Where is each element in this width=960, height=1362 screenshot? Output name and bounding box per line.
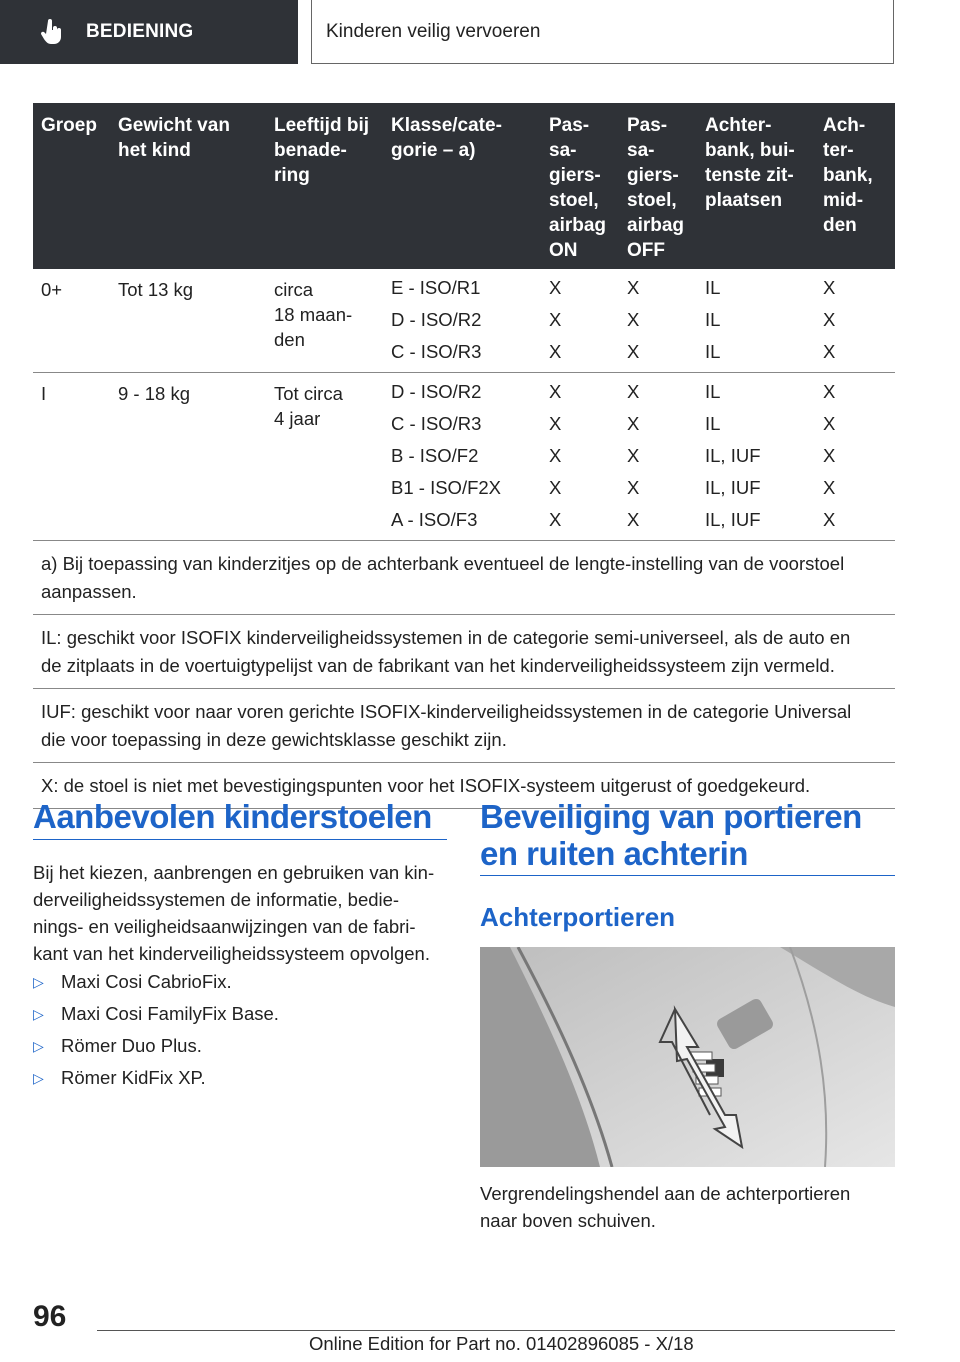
cell-airbag-off: X X X X X — [627, 381, 640, 530]
cell-group: 0+ — [41, 279, 63, 300]
cell-airbag-on: X X X X X — [549, 381, 562, 530]
footer-divider — [97, 1330, 895, 1331]
door-lock-illustration — [480, 947, 895, 1167]
hand-pointer-icon — [40, 19, 64, 45]
section-title-door-security: Beveiliging van portieren en ruiten achterin — [480, 798, 862, 872]
list-item: ▷ Maxi Cosi CabrioFix. — [33, 971, 232, 992]
intro-paragraph: Bij het kiezen, aanbrengen en gebruiken van kin- derveiligheidssystemen de informatie, bedie- nings- en veiligheidsaanwijzingen van de fabri- kant van het kinderveiligheidssysteem opvolgen. — [33, 862, 435, 964]
cell-airbag-off: X X X — [627, 277, 640, 362]
table-header — [33, 103, 895, 269]
header-airbag-on: Pas- sa- giers- stoel, airbag ON — [549, 115, 607, 261]
list-item: ▷ Maxi Cosi FamilyFix Base. — [33, 1003, 279, 1024]
section-title-underline — [480, 875, 895, 876]
header-gewicht: Gewicht van het kind — [118, 115, 230, 161]
footer-edition: Online Edition for Part no. 01402896085 - X/18 — [309, 1333, 694, 1354]
cell-rear-middle: X X X X X — [823, 381, 836, 530]
rear-door-lock-photo — [480, 947, 895, 1167]
child-seat-table — [33, 103, 895, 809]
seat-list — [33, 966, 279, 1094]
chapter-title — [311, 0, 894, 64]
bullet-triangle-icon: ▷ — [33, 973, 44, 990]
table-row — [33, 373, 895, 541]
subsection-title-rear-doors: Achterportieren — [480, 902, 676, 932]
cell-rear-outer: IL IL IL — [705, 277, 721, 362]
section-tab — [0, 0, 298, 64]
page-number: 96 — [33, 1300, 67, 1333]
header-achterbank-midden: Ach- ter- bank, mid- den — [823, 115, 873, 236]
header-groep: Groep — [41, 115, 97, 136]
section-title-underline — [33, 839, 447, 840]
cell-weight: Tot 13 kg — [118, 279, 194, 300]
cell-rear-outer: IL IL IL, IUF IL, IUF IL, IUF — [705, 381, 761, 530]
chapter-label: Kinderen veilig vervoeren — [326, 20, 541, 42]
bullet-triangle-icon: ▷ — [33, 1069, 44, 1086]
table-note: a) Bij toepassing van kinderzitjes op de achterbank eventueel de lengte-instelling van de voorstoel aanpassen. — [33, 541, 895, 615]
photo-caption: Vergrendelingshendel aan de achterportieren naar boven schuiven. — [480, 1183, 851, 1231]
cell-age: circa 18 maan- den — [274, 279, 353, 350]
bullet-triangle-icon: ▷ — [33, 1037, 44, 1054]
cell-group: I — [41, 383, 47, 404]
header-klasse: Klasse/cate- gorie – a) — [391, 115, 502, 161]
list-item: ▷ Römer KidFix XP. — [33, 1067, 206, 1088]
header-airbag-off: Pas- sa- giers- stoel, airbag OFF — [627, 115, 685, 261]
header-achterbank-buiten: Achter- bank, bui- tenste zit- plaatsen — [705, 115, 795, 211]
section-title-recommended-seats: Aanbevolen kinderstoelen — [33, 798, 432, 835]
table-row — [33, 269, 895, 373]
table-note: IL: geschikt voor ISOFIX kinderveiligheidssystemen in de categorie semi-universeel, als de auto en de zitplaats in de voertuigtypelijst van de fabrikant van het kinderveiligheidssysteem zijn vermeld. — [33, 615, 895, 689]
header-leeftijd: Leeftijd bij benade- ring — [274, 115, 369, 186]
list-item: ▷ Römer Duo Plus. — [33, 1035, 202, 1056]
cell-age: Tot circa 4 jaar — [274, 383, 343, 429]
cell-rear-middle: X X X — [823, 277, 836, 362]
table-note: X: de stoel is niet met bevestigingspunten voor het ISOFIX-systeem uitgerust of goedgekeurd. — [33, 763, 895, 809]
section-label: BEDIENING — [86, 21, 194, 42]
cell-weight: 9 - 18 kg — [118, 383, 190, 404]
bullet-triangle-icon: ▷ — [33, 1005, 44, 1022]
cell-classes: D - ISO/R2 C - ISO/R3 B - ISO/F2 B1 - ISO/F2X A - ISO/F3 — [391, 381, 502, 530]
cell-classes: E - ISO/R1 D - ISO/R2 C - ISO/R3 — [391, 277, 482, 362]
table-note: IUF: geschikt voor naar voren gerichte ISOFIX-kinderveiligheidssystemen in de categorie Universal die voor toepassing in deze gewichtsklasse geschikt zijn. — [33, 689, 895, 763]
cell-airbag-on: X X X — [549, 277, 562, 362]
